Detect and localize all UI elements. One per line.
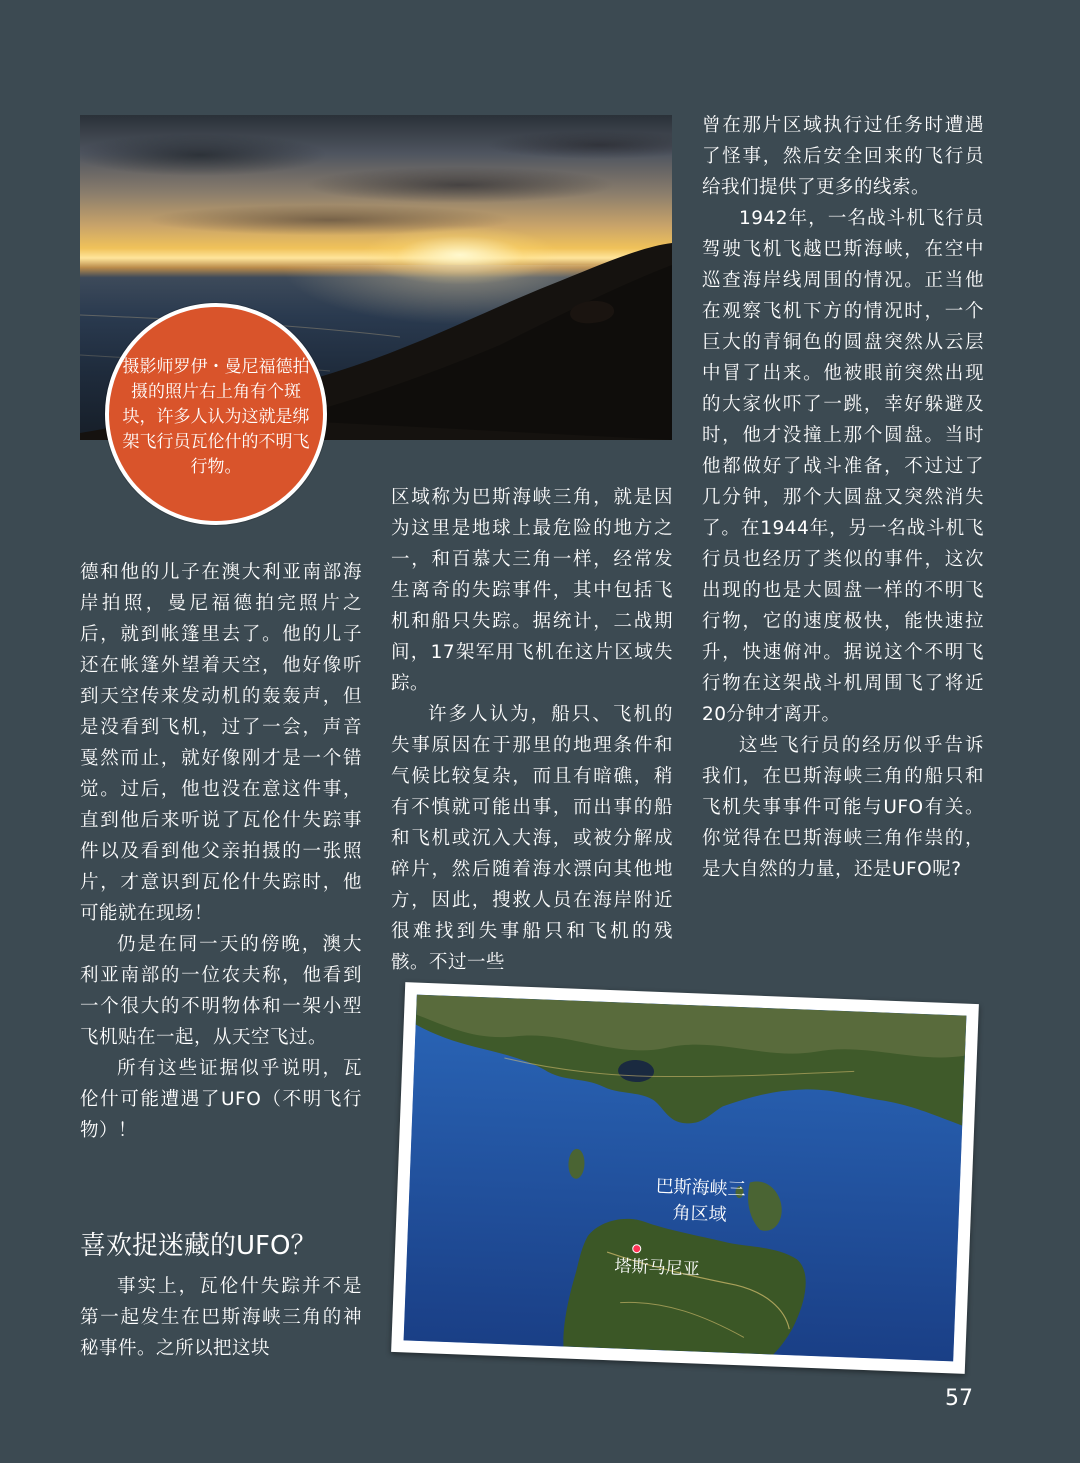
left-paragraph-1: 德和他的儿子在澳大利亚南部海岸拍照，曼尼福德拍完照片之后，就到帐篷里去了。他的儿子还在帐篷外望着天空，他好像听到天空传来发动机的轰轰声，但是没看到飞机，过了一会，声音戛然而止，就好像刚才是一个错觉。过后，他也没在意这件事，直到他后来听说了瓦伦什失踪事件以及看到他父亲拍摄的一张照片，才意识到瓦伦什失踪时，他可能就在现场！: [80, 562, 362, 924]
bass-strait-label: 巴斯海峡三角区域: [655, 1175, 746, 1226]
section-heading: 喜欢捉迷藏的UFO？: [80, 1231, 317, 1261]
right-paragraph-1: 曾在那片区域执行过任务时遭遇了怪事，然后安全回来的飞行员给我们提供了更多的线索。: [702, 115, 984, 198]
page-number: 57: [945, 1386, 973, 1411]
left-paragraph-2: 仍是在同一天的傍晚，澳大利亚南部的一位农夫称，他看到一个很大的不明物体和一架小型飞机贴在一起，从天空飞过。: [80, 934, 362, 1048]
right-paragraph-3: 这些飞行员的经历似乎告诉我们，在巴斯海峡三角的船只和飞机失事事件可能与UFO有关。你觉得在巴斯海峡三角作祟的，是大自然的力量，还是UFO呢?: [702, 735, 984, 880]
photo-caption-circle: [105, 303, 327, 525]
middle-paragraph-1: 区域称为巴斯海峡三角，就是因为这里是地球上最危险的地方之一，和百慕大三角一样，经常发生离奇的失踪事件，其中包括飞机和船只失踪。据统计，二战期间，17架军用飞机在这片区域失踪。: [391, 487, 673, 694]
right-column-text: [702, 110, 984, 885]
bass-strait-map: [404, 995, 967, 1362]
left-paragraph-4: 事实上，瓦伦什失踪并不是第一起发生在巴斯海峡三角的神秘事件。之所以把这块: [80, 1276, 362, 1359]
left-column-bottom-text: [80, 1271, 362, 1364]
right-paragraph-2: 1942年，一名战斗机飞行员驾驶飞机飞越巴斯海峡，在空中巡查海岸线周围的情况。正当他在观察飞机下方的情况时，一个巨大的青铜色的圆盘突然从云层中冒了出来。他被眼前突然出现的大家伙吓了一跳，幸好躲避及时，他才没撞上那个圆盘。当时他都做好了战斗准备，不过过了几分钟，那个大圆盘又突然消失了。在1944年，另一名战斗机飞行员也经历了类似的事件，这次出现的也是大圆盘一样的不明飞行物，它的速度极快，能快速拉升，快速俯冲。据说这个不明飞行物在这架战斗机周围飞了将近20分钟才离开。: [702, 208, 984, 725]
bass-strait-map-frame: [391, 982, 979, 1374]
left-column-text: [80, 557, 362, 1146]
middle-column-text: [391, 482, 673, 978]
photo-caption: 摄影师罗伊・曼尼福德拍摄的照片右上角有个斑块，许多人认为这就是绑架飞行员瓦伦什的不明飞行物。: [122, 356, 310, 477]
left-paragraph-3: 所有这些证据似乎说明，瓦伦什可能遭遇了UFO（不明飞行物）！: [80, 1058, 362, 1141]
tasmania-label: 塔斯马尼亚: [614, 1256, 700, 1280]
middle-paragraph-2: 许多人认为，船只、飞机的失事原因在于那里的地理条件和气候比较复杂，而且有暗礁，稍有不慎就可能出事，而出事的船和飞机或沉入大海，或被分解成碎片，然后随着海水漂向其他地方，因此，搜救人员在海岸附近很难找到失事船只和飞机的残骸。不过一些: [391, 704, 673, 973]
